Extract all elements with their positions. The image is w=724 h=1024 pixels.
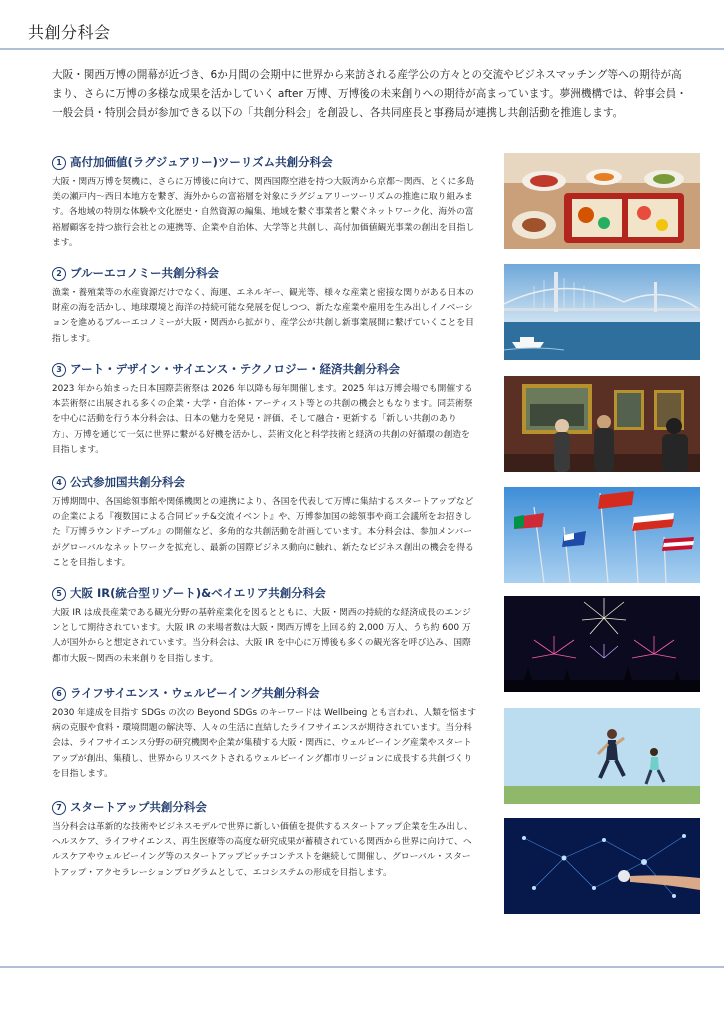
kaiseki-cuisine-photo	[504, 153, 700, 249]
runners-photo	[504, 708, 700, 804]
section-body: 大阪・関西万博を契機に、さらに万博後に向けて、関西国際空港を持つ大阪湾から京都〜関西、とくに多島美の瀬戸内〜西日本地方を繋ぎ、海外からの富裕層を対象にラグジュアリーツーリズムの推進に取り組みます。各地域の特別な体験や文化歴史・自然資源の編集、地域を繋ぐ事業者と繋ぐネットワーク化、海外の富裕層顧客を持つ旅行会社との連携等、企業や自治体、大学等と共創し、高付加価値観光事業の創出を目指します。	[52, 177, 475, 248]
section-body: 万博期間中、各国総領事館や関係機関との連携により、各国を代表して万博に集結するスタートアップなどの企業による『複数国による合同ピッチ&交流イベント』や、万博参加国の総領事や商工会議所をお招きした『万博ラウンドテーブル』の開催など、多角的な共創活動を計画しています。本分科会は、参加メンバーがグローバルなネットワークを拡充し、最新の国際ビジネス動向に触れ、新たなビジネス創出の機会を得ることを目指します。	[52, 497, 474, 568]
section-art-science	[52, 360, 692, 458]
section-title-text: ライフサイエンス・ウェルビーイング共創分科会	[70, 686, 320, 700]
intro-paragraph: 大阪・関西万博の開幕が近づき、6か月間の会期中に世界から来訪される産学公の方々との交流やビジネスマッチング等への期待が高まり、さらに万博の多様な成果を活かしていく after 万博、万博後の未来創りへの期待が高まっています。夢洲機構では、幹事会員・一般会員・特別会員が参加できる以下の「共創分科会」を創設し、各共同座長と事務局が連携し共創活動を推進します。	[52, 69, 687, 119]
section-luxury-tourism	[52, 153, 692, 251]
section-number: 5	[52, 587, 66, 601]
fireworks-photo	[504, 596, 700, 692]
section-number: 2	[52, 267, 66, 281]
section-title-text: スタートアップ共創分科会	[70, 800, 207, 814]
section-title	[52, 798, 692, 816]
section-number: 3	[52, 363, 66, 377]
section-body: 漁業・養殖業等の水産資源だけでなく、海運、エネルギー、観光等、様々な産業と密接な関りがある日本の財産の海を活かし、地球環境と海洋の持続可能な発展を促しつつ、新たな産業や雇用を生み出しイノベーションを進めるブルーエコノミーが大阪・関西から拡がり、産学公が共創し新事業展開に繋げていくことを目指します。	[52, 288, 474, 344]
section-title-text: ブルーエコノミー共創分科会	[70, 266, 220, 280]
section-participating-countries	[52, 473, 692, 571]
section-number: 4	[52, 476, 66, 490]
art-gallery-photo	[504, 376, 700, 472]
section-title-text: 高付加価値(ラグジュアリー)ツーリズム共創分科会	[70, 155, 333, 169]
section-osaka-ir-bay-area	[52, 584, 692, 667]
section-title-text: 公式参加国共創分科会	[70, 475, 185, 489]
section-body: 大阪 IR は成長産業である観光分野の基幹産業化を図るとともに、大阪・関西の持続的な経済成長のエンジンとして期待されています。大阪 IR の来場者数は大阪・関西万博を上回る約 2,000 万人、うち約 600 万人が国外からと想定されています。当分科会は、大阪 IR を中心に万博後も多くの観光客を呼び込み、国際都市大阪〜関西の未来創りを目指します。	[52, 608, 471, 664]
section-startup	[52, 798, 692, 881]
section-title	[52, 684, 692, 702]
section-title-text: アート・デザイン・サイエンス・テクノロジー・経済共創分科会	[70, 362, 401, 376]
digital-network-photo	[504, 818, 700, 914]
section-title-text: 大阪 IR(統合型リゾート)&ベイエリア共創分科会	[70, 586, 326, 600]
section-life-science-wellbeing	[52, 684, 692, 782]
section-body: 2030 年達成を目指す SDGs の次の Beyond SDGs のキーワードは Wellbeing とも言われ、人類を悩ます病の克服や食料・環境問題の解決等、人々の生活に直結したライフサイエンスが期待されています。当分科会は、ライフサイエンス分野の研究機関や企業が集積する大阪・関西に、ウェルビーイング産業やスタートアップが創出、集積し、世界からリスペクトされるウェルビーイング都市リージョンに成長する共創づくりを目指します。	[52, 708, 477, 779]
section-blue-economy	[52, 264, 692, 347]
footer-divider	[0, 966, 724, 968]
page-title: 共創分科会	[28, 23, 111, 42]
section-body: 2023 年から始まった日本国際芸術祭は 2026 年以降も毎年開催します。2025 年は万博会場でも開催する本芸術祭に出展される多くの企業・大学・自治体・アーティスト等との共創の機会ともなります。同芸術祭を中心に活動を行う本分科会は、日本の魅力を発見・評価、そして融合・更新する「新しい共創のあり方」、万博を通じて一気に世界に繋がる好機を活かし、芸術文化と科学技術と経済の共創の好循環の創造を目指します。	[52, 384, 473, 455]
header-divider	[0, 48, 724, 50]
section-number: 6	[52, 687, 66, 701]
bridge-sea-photo	[504, 264, 700, 360]
section-number: 7	[52, 801, 66, 815]
section-number: 1	[52, 156, 66, 170]
national-flags-photo	[504, 487, 700, 583]
section-body: 当分科会は革新的な技術やビジネスモデルで世界に新しい価値を提供するスタートアップ企業を生み出し、ヘルスケア、ライフサイエンス、再生医療等の高度な研究成果が蓄積されている関西から世界に向けて、ヘルスケアやウェルビーイング等のスタートアップピッチコンテストを継続して開催し、グローバル・スタートアップ・アクセラレーションプログラムとして、エコシステムの形成を目指します。	[52, 822, 473, 878]
